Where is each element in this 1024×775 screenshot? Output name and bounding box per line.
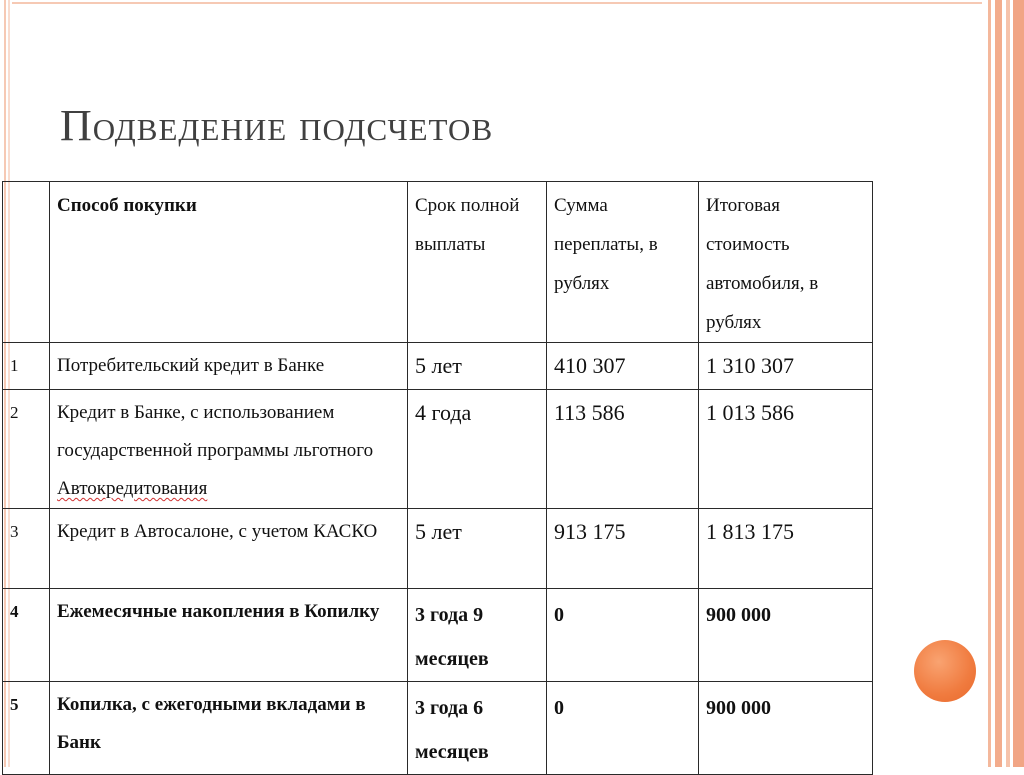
row-method: Копилка, с ежегодными вкладами в Банк — [50, 682, 408, 775]
row-method: Ежемесячные накопления в Копилку — [50, 589, 408, 682]
row-number: 1 — [3, 343, 50, 390]
row-term: 5 лет — [408, 343, 547, 390]
comparison-table — [2, 181, 873, 775]
row-number: 4 — [3, 589, 50, 682]
table-row — [3, 390, 873, 509]
table-row — [3, 589, 873, 682]
row-term: 4 года — [408, 390, 547, 509]
header-overpayment: Сумма переплаты, в рублях — [547, 182, 699, 343]
table-row — [3, 682, 873, 775]
row-method: Потребительский кредит в Банке — [50, 343, 408, 390]
row-overpayment: 410 307 — [547, 343, 699, 390]
row-method — [50, 390, 408, 509]
header-number — [3, 182, 50, 343]
slide-title: Подведение подсчетов — [60, 101, 494, 150]
row-total: 900 000 — [699, 682, 873, 775]
row-method-text: Кредит в Банке, с использованием государственной программы льготного — [57, 402, 374, 461]
row-term: 3 года 9 месяцев — [408, 589, 547, 682]
header-purchase-method: Способ покупки — [50, 182, 408, 343]
row-overpayment: 113 586 — [547, 390, 699, 509]
slide-frame-right — [982, 0, 1024, 767]
row-number: 5 — [3, 682, 50, 775]
table-row — [3, 509, 873, 589]
row-method: Кредит в Автосалоне, с учетом КАСКО — [50, 509, 408, 589]
row-total: 1 013 586 — [699, 390, 873, 509]
header-payment-term: Срок полной выплаты — [408, 182, 547, 343]
spellcheck-word: Автокредитования — [57, 478, 208, 499]
row-number: 2 — [3, 390, 50, 509]
row-number: 3 — [3, 509, 50, 589]
slide-frame-top — [0, 0, 1024, 6]
header-total-cost: Итоговая стоимость автомобиля, в рублях — [699, 182, 873, 343]
row-total: 1 813 175 — [699, 509, 873, 589]
row-overpayment: 913 175 — [547, 509, 699, 589]
row-overpayment: 0 — [547, 682, 699, 775]
row-total: 1 310 307 — [699, 343, 873, 390]
row-overpayment: 0 — [547, 589, 699, 682]
decorative-orange-circle — [914, 640, 976, 702]
row-term: 5 лет — [408, 509, 547, 589]
row-term: 3 года 6 месяцев — [408, 682, 547, 775]
row-total: 900 000 — [699, 589, 873, 682]
table-row — [3, 343, 873, 390]
table-header-row — [3, 182, 873, 343]
